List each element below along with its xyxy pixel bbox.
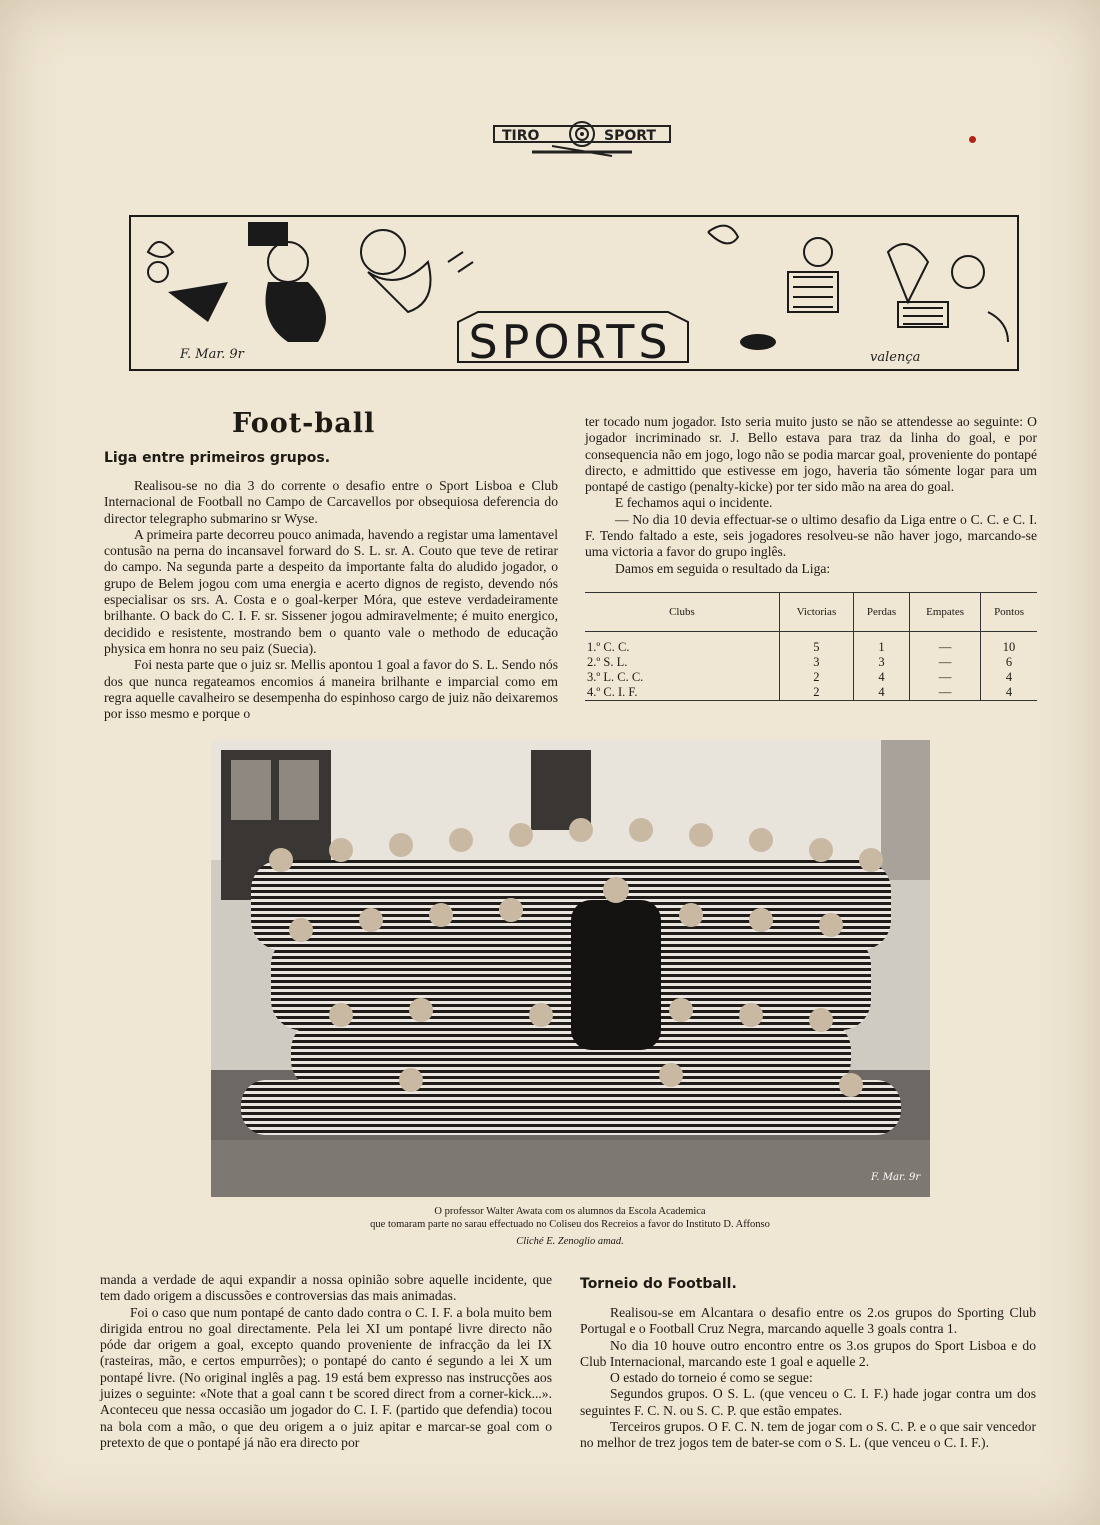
table-cell: — bbox=[910, 670, 981, 685]
table-cell: 4 bbox=[853, 685, 909, 701]
photo-caption bbox=[300, 1205, 840, 1248]
paragraph: O estado do torneio é como se segue: bbox=[610, 1370, 813, 1386]
table-row bbox=[585, 655, 1037, 670]
table-cell: 3.º L. C. C. bbox=[587, 670, 644, 684]
paragraph: — No dia 10 devia effectuar-se o ultimo desafio da Liga entre o C. C. e C. I. F. Tendo faltado a este, seis jogadores resolveu-se não haver jogo, marcando-se uma victoria a favor do grupo inglês. bbox=[585, 511, 1037, 560]
svg-text:TIRO: TIRO bbox=[502, 128, 540, 144]
liga-subheading: Liga entre primeiros grupos. bbox=[104, 450, 331, 466]
table-cell: 5 bbox=[779, 632, 853, 656]
paragraph: ter tocado num jogador. Isto seria muito justo se não se attendesse ao seguinte: O jogador incriminado sr. J. Bello estava para traz da linha do goal, e por consequencia não em jogo, logo não se podia marcar goal, proveniente do pontapé directo, e admittido que estivesse em jogo, haveria tão sómente logar para um pontapé de castigo (penalty-kicke) por ter sido mão na area do goal. bbox=[585, 414, 1037, 495]
header-cell: Victorias bbox=[779, 593, 853, 632]
paragraph: manda a verdade de aqui expandir a nossa opinião sobre aquelle incidente, que tem dado origem a discussões e controversias das mais animadas. bbox=[100, 1272, 552, 1304]
table-cell: 10 bbox=[981, 632, 1037, 656]
sports-title: SPORTS bbox=[468, 315, 672, 369]
paragraph: Terceiros grupos. O F. C. N. tem de jogar com o S. C. P. e o que sair vencedor no melhor de trez jogos tem de bater-se com o S. L. (que venceu o C. I. F.). bbox=[580, 1419, 1036, 1451]
paragraph: Damos em seguida o resultado da Liga: bbox=[615, 560, 831, 576]
photo-credit: Cliché E. Zenoglio amad. bbox=[516, 1236, 624, 1247]
paragraph: Foi nesta parte que o juiz sr. Mellis apontou 1 goal a favor do S. L. Sendo nós dos que nunca regateamos encomios á maneira brilhante e imparcial como em regra aquelle cavalheiro se desempenha do espinhoso cargo de juiz não deixaremos por isso mesmo e porque o bbox=[104, 657, 558, 722]
photo-signature: F. Mar. 9r bbox=[871, 1172, 921, 1183]
bottom-right-text bbox=[580, 1305, 1036, 1452]
banner-signature-right: valença bbox=[870, 350, 921, 365]
bottom-left-text bbox=[100, 1272, 552, 1451]
table-cell: 2 bbox=[779, 670, 853, 685]
table-cell: 3 bbox=[853, 655, 909, 670]
left-column-text bbox=[104, 478, 558, 722]
caption-line: que tomaram parte no sarau effectuado no Coliseu dos Recreios a favor do Instituto D. Affonso bbox=[370, 1219, 770, 1230]
football-heading: Foot-ball bbox=[232, 408, 376, 439]
paragraph: Realisou-se em Alcantara o desafio entre os 2.os grupos do Sporting Club Portugal e o Football Cruz Negra, marcando aquelle 3 goals contra 1. bbox=[580, 1305, 1036, 1337]
table-cell: 2.º S. L. bbox=[587, 655, 628, 669]
banner-signature-left: F. Mar. 9r bbox=[180, 347, 244, 362]
paragraph: E fechamos aqui o incidente. bbox=[615, 495, 773, 511]
table-row bbox=[585, 685, 1037, 701]
paragraph: No dia 10 houve outro encontro entre os 3.os grupos do Sport Lisboa e do Club Internacional, marcando este 1 goal e aquelle 2. bbox=[580, 1337, 1036, 1369]
ink-dot bbox=[969, 136, 976, 143]
paragraph: Segundos grupos. O S. L. (que venceu o C. I. F.) hade jogar contra um dos seguintes F. C. N. ou S. C. P. que estão empates. bbox=[580, 1386, 1036, 1418]
header-cell: Empates bbox=[910, 593, 981, 632]
table-row bbox=[585, 670, 1037, 685]
table-cell: — bbox=[910, 685, 981, 701]
table-cell: — bbox=[910, 632, 981, 656]
table-cell: 3 bbox=[779, 655, 853, 670]
table-cell: 4 bbox=[853, 670, 909, 685]
torneio-heading: Torneio do Football. bbox=[580, 1276, 737, 1292]
header-cell: Perdas bbox=[853, 593, 909, 632]
svg-text:SPORT: SPORT bbox=[604, 128, 656, 144]
paragraph: Foi o caso que num pontapé de canto dado contra o C. I. F. a bola muito bem dirigida entrou no goal directamente. Pela lei XI um pontapé livre directo não póde dar origem a goal, excepto quando proveniente de infracção da lei IX (rasteiras, mão, e certos empurrões); o pontapé do canto é segundo a lei X um pontapé livre. (No original inglês a pag. 19 está bem expresso nas instrucções aos juizes o seguinte: «Note that a goal cann t be scored direct from a corner-kick...». Aconteceu que nessa occasião um jogador do C. I. F. (partido que defendia) tocou na bola com a mão, o que deu origem a o juiz apitar e marcar-se goal com o pretexto de que o pontapé já não era directo por bbox=[100, 1304, 552, 1450]
table-cell: 6 bbox=[981, 655, 1037, 670]
masthead-logo bbox=[492, 112, 672, 158]
paragraph: A primeira parte decorreu pouco animada, havendo a registar uma lamentavel contusão na perna do incansavel forward do S. L. sr. A. Couto que teve de retirar do campo. Na segunda parte a despeito da importante falta do aludido jogador, o grupo de Belem jogou com uma energia e acerto dignos de registo, devendo nós especialisar os srs. A. Costa e o goal-kerper Móra, que esteve verdadeiramente brilhante. O back do C. I. F. sr. Sissener jogou admiravelmente; é muito energico, decidido e resistente, mostrando bem o quanto vale o methodo de educação physica em honra no seu paiz (Suecia). bbox=[104, 526, 558, 656]
header-cell: Pontos bbox=[981, 593, 1037, 632]
right-column-text bbox=[585, 414, 1037, 577]
table-cell: 1 bbox=[853, 632, 909, 656]
header-cell: Clubs bbox=[585, 593, 779, 632]
league-table bbox=[585, 592, 1037, 701]
league-table-header bbox=[585, 593, 1037, 632]
paragraph: Realisou-se no dia 3 do corrente o desafio entre o Sport Lisboa e Club Internacional de Football no Campo de Carcavellos por obsequiosa deferencia do director telegrapho submarino sr Wyse. bbox=[104, 478, 558, 526]
table-cell: 4 bbox=[981, 670, 1037, 685]
team-photograph bbox=[211, 740, 930, 1197]
photo-illustration bbox=[211, 740, 930, 1197]
table-cell: 2 bbox=[779, 685, 853, 701]
table-cell: 4 bbox=[981, 685, 1037, 701]
table-cell: 4.º C. I. F. bbox=[585, 685, 779, 701]
table-row bbox=[585, 632, 1037, 656]
caption-line: O professor Walter Awata com os alumnos da Escola Academica bbox=[434, 1206, 706, 1217]
table-cell: — bbox=[910, 655, 981, 670]
table-cell: 1.º C. C. bbox=[587, 640, 630, 654]
